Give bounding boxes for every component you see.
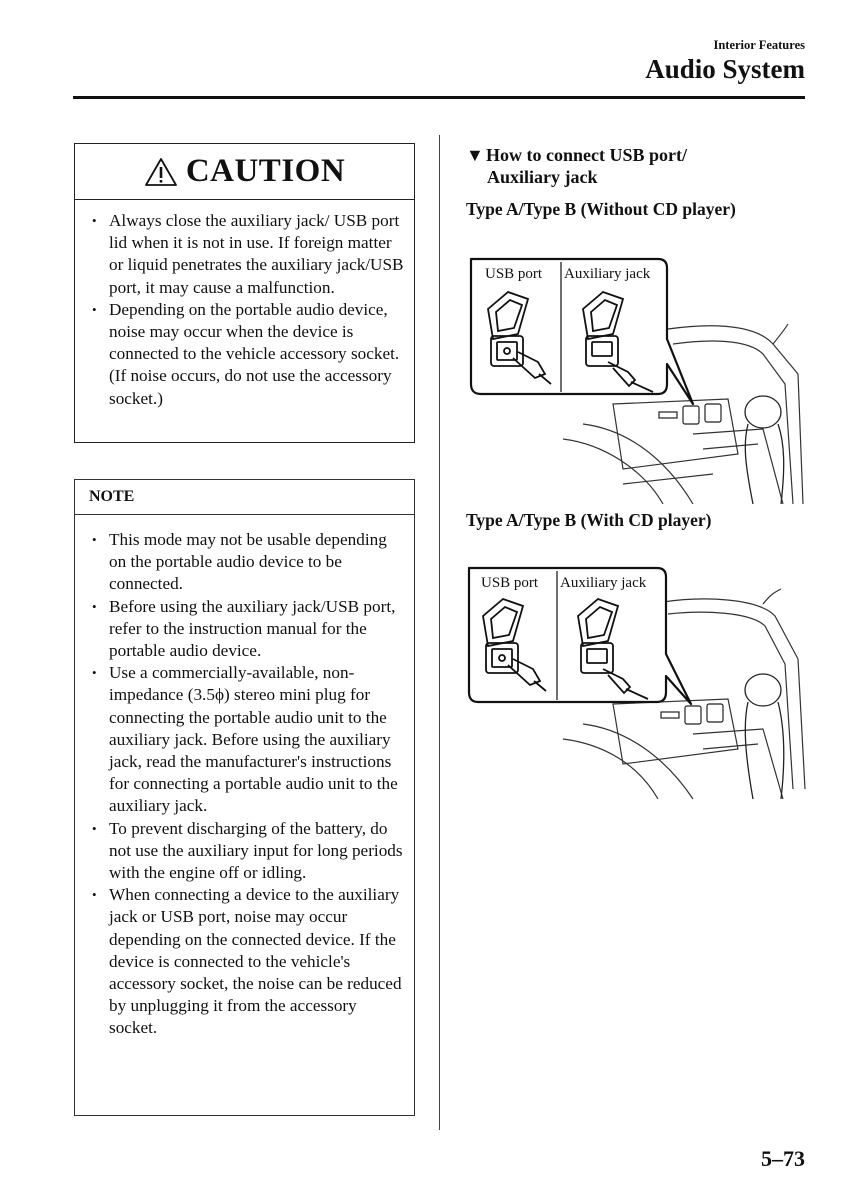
aux-jack-label: Auxiliary jack xyxy=(560,575,647,591)
page-number: 5–73 xyxy=(761,1146,805,1171)
note-item: • Before using the auxiliary jack/USB port, refer to the instruction manual for the portable audio device. xyxy=(75,596,414,663)
figure-2-heading: Type A/Type B (With CD player) xyxy=(466,510,712,530)
caution-item: • Depending on the portable audio device, noise may occur when the device is connected to the vehicle accessory socket. (If noise occurs, do not use the accessory socket.) xyxy=(75,299,414,410)
console-illustration xyxy=(463,564,808,814)
note-box xyxy=(74,479,415,1116)
page-title: Audio System xyxy=(645,54,805,84)
warning-triangle-icon xyxy=(144,157,178,187)
note-item: • This mode may not be usable depending on the portable audio device to be connected. xyxy=(75,529,414,596)
caution-header xyxy=(75,144,414,200)
section-label: Interior Features xyxy=(713,38,805,52)
header-divider xyxy=(73,96,805,99)
caution-title: CAUTION xyxy=(185,153,346,189)
heading-line-1: How to connect USB port/ xyxy=(486,145,687,165)
note-header: NOTE xyxy=(75,480,414,515)
figure-with-cd xyxy=(463,564,808,814)
figure-without-cd xyxy=(463,254,808,504)
section-heading xyxy=(466,144,796,188)
note-item: • To prevent discharging of the battery, do not use the auxiliary input for long periods with the engine off or idling. xyxy=(75,818,414,885)
caution-list xyxy=(75,210,414,410)
triangle-marker-icon: ▼ xyxy=(466,145,484,165)
figure-1-heading: Type A/Type B (Without CD player) xyxy=(466,199,736,219)
usb-port-label: USB port xyxy=(485,266,543,282)
note-list xyxy=(75,529,414,1040)
caution-box xyxy=(74,143,415,443)
aux-jack-label: Auxiliary jack xyxy=(564,266,651,282)
console-illustration xyxy=(463,254,808,504)
column-divider xyxy=(439,135,440,1130)
caution-item: • Always close the auxiliary jack/ USB port lid when it is not in use. If foreign matter or liquid penetrates the auxiliary jack/USB port, it may cause a malfunction. xyxy=(75,210,414,299)
note-item: • When connecting a device to the auxiliary jack or USB port, noise may occur depending on the connected device. If the device is connected to the vehicle's accessory socket, the noise can be reduced by unplugging it from the accessory socket. xyxy=(75,884,414,1039)
heading-line-2: Auxiliary jack xyxy=(487,167,598,187)
note-item: • Use a commercially-available, non-impedance (3.5ϕ) stereo mini plug for connecting the portable audio unit to the auxiliary jack. Before using the auxiliary jack, read the manufacturer's instructions for connecting a portable audio unit to the auxiliary jack. xyxy=(75,662,414,817)
usb-port-label: USB port xyxy=(481,575,539,591)
